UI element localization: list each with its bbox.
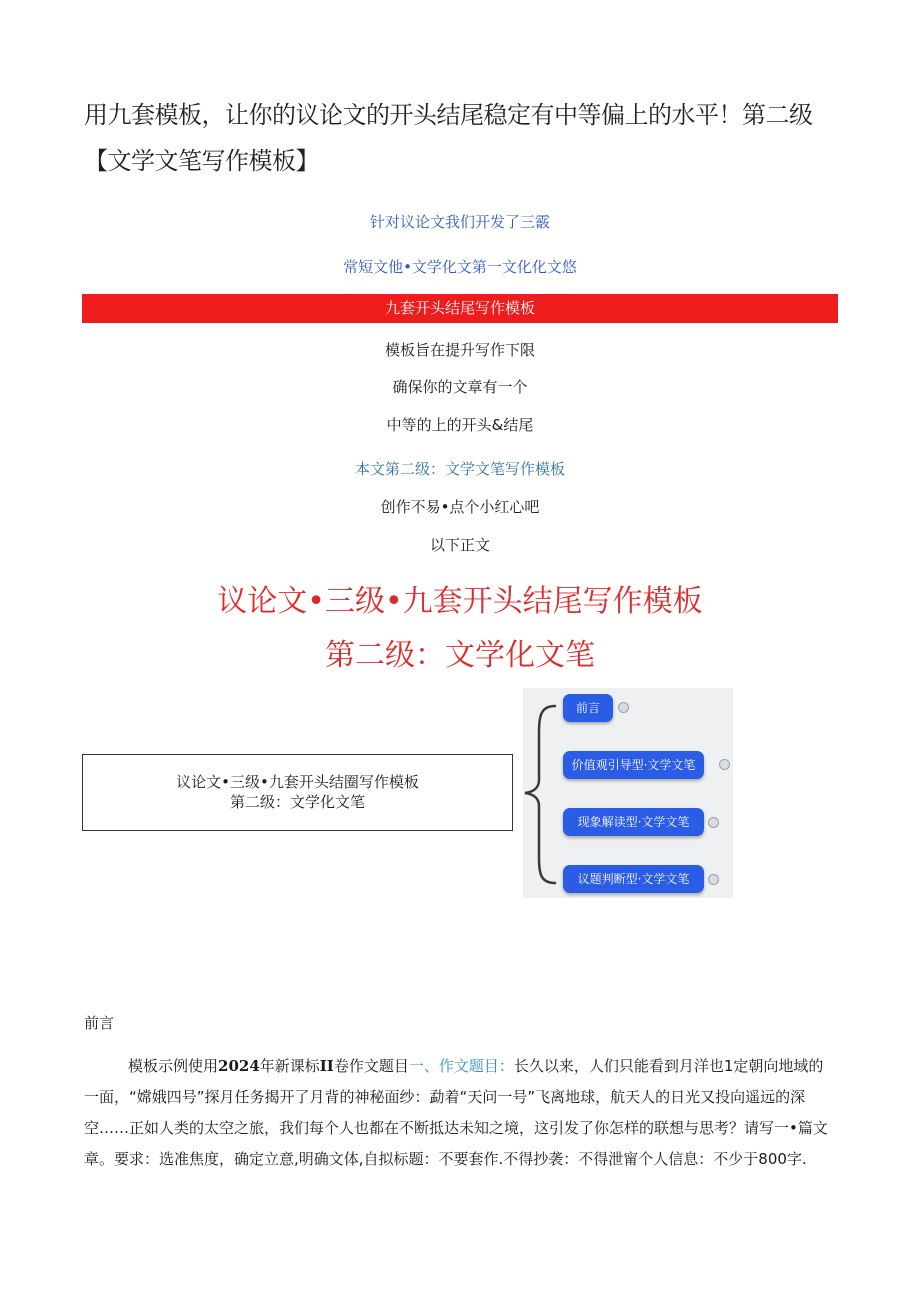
section-label: 前言 [84,1014,115,1032]
intro-line-2: 常短文他•文学化文第一文化化文悠 [343,258,577,276]
para-body: 长久以来，人们只能看到月洋也1定朝向地域的一面，“嫦娥四号”探月任务揭开了月背的神秘面纱：勐着“天问一号”飞离地球，航天人的日光又投向遥远的深空……正如人类的太空之旅，我们每个人也都在不断抵达未知之境，这引发了你怎样的联想与思考？请写一•篇文章。要求：选准焦度，确定立意,明确文体,自拟标题：不要套作.不得抄袭：不得泄甯个人信息：不少于800字. [84,1057,828,1168]
outline-root-box [82,754,513,831]
end-line-2: 以下正文 [429,536,490,554]
main-heading-line-2: 第二级：文学化文笔 [325,638,595,673]
expand-icon [719,759,730,770]
main-heading-line-1: 议论文•三级•九套开头结尾写作模板 [217,584,703,619]
mindmap-node-phenomenon: 现象解读型·文学文笔 [563,808,704,836]
para-mid: 年新课标 [259,1057,320,1075]
mid-line-1: 模板旨在提升写作下限 [384,341,535,359]
red-banner: 九套开头结尾写作模板 [82,294,838,323]
expand-icon [708,874,719,885]
mindmap-node-judgement: 议题判断型·文学文笔 [563,865,704,893]
para-lead: 模板示例使用 [128,1057,219,1075]
expand-icon [708,817,719,828]
mindmap-image [523,688,733,898]
mid-line-2: 确保你的文章有一个 [392,378,528,396]
mindmap-node-preface: 前言 [563,694,613,722]
mindmap-node-value: 价值观引导型·文学文笔 [563,751,704,779]
para-year: 2024 [218,1057,260,1075]
level-line: 本文第二级：文学文笔写作模板 [354,460,565,478]
expand-icon [618,702,629,713]
mid-line-3: 中等的上的开头&结尾 [386,416,534,434]
para-after-roman: 卷作文题目 [333,1057,409,1075]
end-line-1: 创作不易•点个小红心吧 [380,498,540,516]
document-title: 用九套模板，让你的议论文的开头结尾稳定有中等偏上的水平！第二级【文学文笔写作模板】 [84,101,813,175]
para-roman: II [319,1057,334,1075]
outline-root-line-2: 第二级：文学化文笔 [229,793,365,811]
body-paragraph [84,1051,836,1175]
para-highlight: 一、作文题目： [408,1057,514,1075]
outline-root-line-1: 议论文•三级•九套开头结圈写作模板 [176,773,419,791]
intro-line-1: 针对议论文我们开发了三霰 [369,213,550,231]
